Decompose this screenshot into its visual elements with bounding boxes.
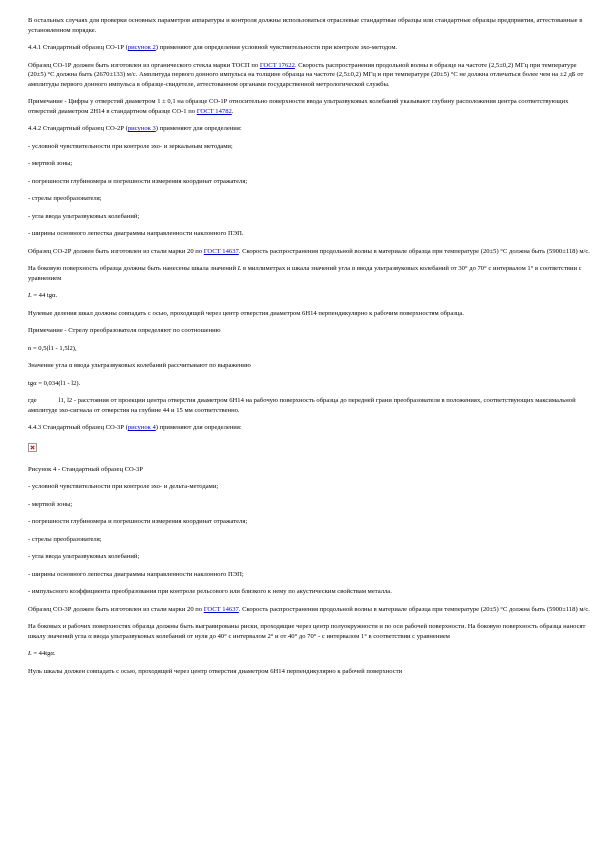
text-run: где [28, 397, 37, 404]
paragraph [28, 159, 593, 169]
figure-placeholder [28, 441, 593, 465]
text-run: - стрелы преобразователя; [28, 535, 102, 543]
text-run: Значение угла α ввода ультразвуковых колебаний рассчитывают по выражению [28, 362, 251, 369]
formula-variable: L [28, 292, 32, 299]
text-run: tgα = 0,034(l1 - l2). [28, 379, 81, 387]
text-run: В остальных случаях для проверки основных параметров аппаратуры и контроля должны использоваться отраслевые стандартные образцы или стандартные образцы предприятия, аттестованные в установленном порядке. [28, 17, 583, 34]
formula-variable: L [28, 650, 32, 657]
paragraph [28, 587, 593, 597]
paragraph [28, 605, 593, 615]
text-run: На боковых и рабочих поверхностях образца должны быть выгравированы риски, проходящие через центр полуокружности и по оси рабочей поверхности. На боковую поверхность образца наносят шкалу значений угла α ввода ультразвуковых колебаний от нуля до 40° с интервалом 2° и от 40° до 70° - с интервалом 1° в соответствии с уравнением [28, 623, 586, 640]
paragraph [28, 465, 593, 475]
text-run: Нулевые деления шкал должны совпадать с осью, проходящей через центр отверстия диаметром 6Н14 перпендикулярно к рабочим поверхностям образца. [28, 309, 464, 317]
broken-image-icon [28, 443, 37, 452]
paragraph [28, 344, 593, 354]
paragraph [28, 482, 593, 492]
paragraph [28, 552, 593, 562]
text-run: . Скорость распространения продольной волны в образце на частоте (2,5±0,2) МГц при температуре (20±5) °С должна быть (2670±133) м/с. Амплитуда первого донного импульса на толщине образца на частоте (2,5±0,2) МГц и при температуре (20±5) °С не должна отличаться более чем на ±2 дБ от амплитуды первого донного импульса в образце-свидетеле, аттестованном органами государственной метрологической службы. [28, 61, 584, 88]
reference-link[interactable]: ГОСТ 14782 [196, 107, 232, 115]
reference-link[interactable]: рисунок 2 [127, 44, 156, 51]
text-run: - ширины основного лепестка диаграммы направленности наклонного ПЭП; [28, 570, 244, 578]
paragraph [28, 124, 593, 134]
text-run: ) применяют для определения условной чувствительности при контроле эхо-методом. [155, 44, 398, 51]
text-run: в миллиметрах и шкала значений угла α ввода ультразвуковых колебаний от 30° до 70° с интервалом 1° в соответствии с уравнением [28, 265, 582, 282]
text-run: ) применяют для определения: [155, 125, 242, 132]
reference-link[interactable]: ГОСТ 14637 [203, 247, 239, 255]
text-run: - угла ввода ультразвуковых колебаний; [28, 553, 140, 560]
text-run: . Скорость распространения продольной волны в материале образца при температуре (20±5) °С должна быть (5900±118) м/с. [238, 247, 590, 255]
text-run: - угла ввода ультразвуковых колебаний; [28, 212, 140, 220]
text-run: l1, l2 - расстояния от проекции центра отверстия диаметром 6Н14 на рабочую поверхность образца до передней грани преобразователя в положениях, соответствующих максимальной амплитуде эхо-сигнала от отверстия на глубине 44 и 15 мм соответственно. [28, 397, 576, 414]
paragraph [28, 649, 593, 659]
text-run: n = 0,5(l1 - 1,5l2), [28, 344, 77, 352]
text-run: Нуль шкалы должен совпадать с осью, проходящей через центр отверстия диаметром 6Н14 перпендикулярно к рабочей поверхности [28, 667, 403, 675]
paragraph [28, 517, 593, 527]
text-run: - стрелы преобразователя; [28, 195, 102, 202]
reference-link[interactable]: ГОСТ 14637 [203, 605, 239, 613]
text-run: - импульсного коэффициента преобразования при контроле рельсового или близкого к нему по акустическим свойствам металла. [28, 588, 392, 595]
paragraph [28, 212, 593, 222]
text-run: 4.4.3 Стандартный образец СО-3Р ( [28, 424, 128, 431]
text-run: . [231, 107, 234, 115]
paragraph [28, 326, 593, 336]
paragraph [28, 43, 593, 53]
paragraph [28, 423, 593, 433]
text-run: 4.4.1 Стандартный образец СО-1Р ( [28, 44, 128, 51]
paragraph [28, 291, 593, 301]
paragraph [28, 247, 593, 257]
paragraph [28, 16, 593, 35]
text-run: . Скорость распространения продольной волны в материале образца при температуре (20±5) °С должна быть (5900±118) м/с. [238, 605, 590, 613]
text-run: = 44tgα. [31, 650, 56, 657]
paragraph [28, 535, 593, 545]
paragraph [28, 61, 593, 90]
text-run: Рисунок 4 - Стандартный образец СО-3Р [28, 465, 143, 473]
paragraph [28, 622, 593, 641]
reference-link[interactable]: рисунок 3 [127, 125, 156, 132]
paragraph [28, 379, 593, 389]
text-run: Образец СО-2Р должен быть изготовлен из стали марки 20 по [28, 247, 204, 255]
reference-link[interactable]: ГОСТ 17622 [259, 61, 295, 69]
text-run: На боковую поверхность образца должны быть нанесены шкала значений [28, 265, 238, 272]
paragraph [28, 309, 593, 319]
reference-link[interactable]: рисунок 4 [127, 424, 156, 431]
paragraph [28, 97, 593, 116]
paragraph [28, 396, 593, 415]
text-run: - мертвой зоны; [28, 500, 73, 508]
paragraph [28, 500, 593, 510]
text-run: ) применяют для определения: [155, 424, 242, 431]
text-run: - погрешности глубиномера и погрешности измерения координат отражателя; [28, 177, 248, 185]
paragraph [28, 667, 593, 677]
text-run: - условной чувствительности при контроле эхо- и зеркальным методами; [28, 142, 233, 150]
paragraph [28, 177, 593, 187]
text-run: Примечание - Цифры у отверстий диаметром 1 ± 0,1 на образце СО-1Р относительно поверхности ввода ультразвуковых колебаний указывают глубину расположения центра соответствующих отверстий диаметром 2Н14 в стандартном образце СО-1 по [28, 98, 569, 115]
text-run: - мертвой зоны; [28, 160, 73, 167]
text-run: - условной чувствительности при контроле эхо- и дельта-методами; [28, 483, 219, 490]
formula-variable: L [237, 265, 242, 272]
paragraph [28, 194, 593, 204]
text-run: - ширины основного лепестка диаграммы направленности наклонного ПЭП. [28, 230, 244, 237]
text-run: 4.4.2 Стандартный образец СО-2Р ( [28, 125, 128, 132]
paragraph [28, 361, 593, 371]
text-run: = 44 tgα. [31, 292, 58, 299]
text-run: Образец СО-3Р должен быть изготовлен из стали марки 20 по [28, 605, 204, 613]
paragraph [28, 142, 593, 152]
paragraph [28, 570, 593, 580]
paragraph [28, 229, 593, 239]
paragraph [28, 264, 593, 283]
text-run: Примечание - Стрелу преобразователя определяют по соотношению [28, 327, 221, 334]
text-run: Образец СО-1Р должен быть изготовлен из органического стекла марки ТОСП по [28, 61, 260, 69]
text-run: - погрешности глубиномера и погрешности измерения координат отражателя; [28, 518, 248, 525]
